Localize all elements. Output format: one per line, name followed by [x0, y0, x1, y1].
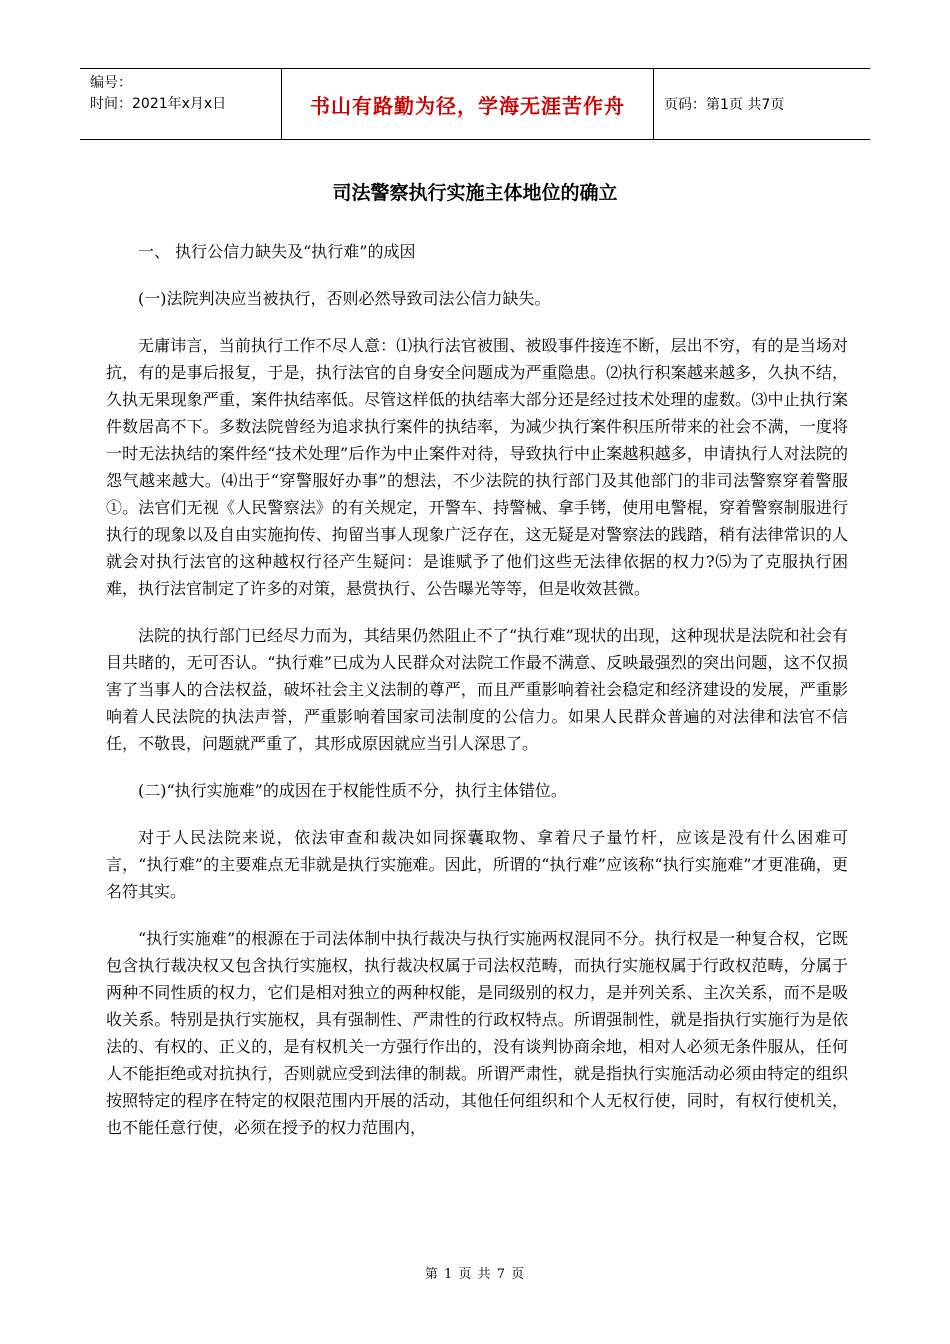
document-title: 司法警察执行实施主体地位的确立 [332, 182, 618, 204]
subsection-heading-1: (一)法院判决应当被执行，否则必然导致司法公信力缺失。 [138, 289, 551, 308]
subsection-heading-2: (二)“执行实施难”的成因在于权能性质不分，执行主体错位。 [138, 781, 567, 800]
header-motto: 书山有路勤为径，学海无涯苦作舟 [282, 69, 654, 139]
paragraph: 对于人民法院来说，依法审查和裁决如同探囊取物、拿着尺子量竹杆，应该是没有什么困难可言，“执行难”的主要难点无非就是执行实施难。因此，所谓的“执行难”应该称“执行实施难”才更准确，更名符其实。 [106, 828, 848, 901]
paragraph: “执行实施难”的根源在于司法体制中执行裁决与执行实施两权混同不分。执行权是一种复合权，它既包含执行裁决权又包含执行实施权，执行裁决权属于司法权范畴，而执行实施权属于行政权范畴，分属于两种不同性质的权力，它们是相对独立的两种权能，是同级别的权力，是并列关系、主次关系，而不是吸收关系。特别是执行实施权，具有强制性、严肃性的行政权特点。所谓强制性，就是指执行实施行为是依法的、有权的、正义的，是有权机关一方强行作出的，没有谈判协商余地，相对人必须无条件服从，任何人不能拒绝或对抗执行，否则就应受到法律的制裁。所谓严肃性，就是指执行实施活动必须由特定的组织按照特定的程序在特定的权限范围内开展的活动，其他任何组织和个人无权行使，同时，有权行使机关，也不能任意行使，必须在授予的权力范围内， [106, 929, 848, 1137]
paragraph: 无庸讳言，当前执行工作不尽人意：⑴执行法官被围、被殴事件接连不断，层出不穷，有的是当场对抗，有的是事后报复，于是，执行法官的自身安全问题成为严重隐患。⑵执行积案越来越多，久执不结，久执无果现象严重，案件执结率低。尽管这样低的执结率大部分还是经过技术处理的虚数。⑶中止执行案件数居高不下。多数法院曾经为追求执行案件的执结率，为减少执行案件积压所带来的社会不满，一度将一时无法执结的案件经“技术处理”后作为中止案件对待，导致执行中止案越积越多，申请执行人对法院的怨气越来越大。⑷出于“穿警服好办事”的想法，不少法院的执行部门及其他部门的非司法警察穿着警服①。法官们无视《人民警察法》的有关规定，开警车、持警械、拿手铐，使用电警棍，穿着警察制服进行执行的现象以及自由实施拘传、拘留当事人现象广泛存在，这无疑是对警察法的践踏，稍有法律常识的人就会对执行法官的这种越权行径产生疑问：是谁赋予了他们这些无法律依据的权力?⑸为了克服执行困难，执行法官制定了许多的对策，悬赏执行、公告曝光等等，但是收效甚微。 [106, 336, 848, 598]
number-label: 编号： [90, 75, 132, 91]
time-label: 时间：2021年x月x日 [90, 96, 227, 112]
header-meta [80, 69, 282, 139]
page-header [80, 68, 870, 140]
section-heading-1: 一、 执行公信力缺失及“执行难”的成因 [138, 242, 416, 261]
paragraph: 法院的执行部门已经尽力而为，其结果仍然阻止不了“执行难”现状的出现，这种现状是法院和社会有目共睹的，无可否认。“执行难”已成为人民群众对法院工作最不满意、反映最强烈的突出问题，这不仅损害了当事人的合法权益，破坏社会主义法制的尊严，而且严重影响着社会稳定和经济建设的发展，严重影响着人民法院的执法声誉，严重影响着国家司法制度的公信力。如果人民群众普遍的对法律和法官不信任，不敬畏，问题就严重了，其形成原因就应当引人深思了。 [106, 626, 848, 753]
page-footer: 第 1 页 共 7 页 [424, 1267, 526, 1282]
document-body [106, 238, 848, 1161]
header-page-info: 页码：第1页 共7页 [664, 97, 785, 113]
